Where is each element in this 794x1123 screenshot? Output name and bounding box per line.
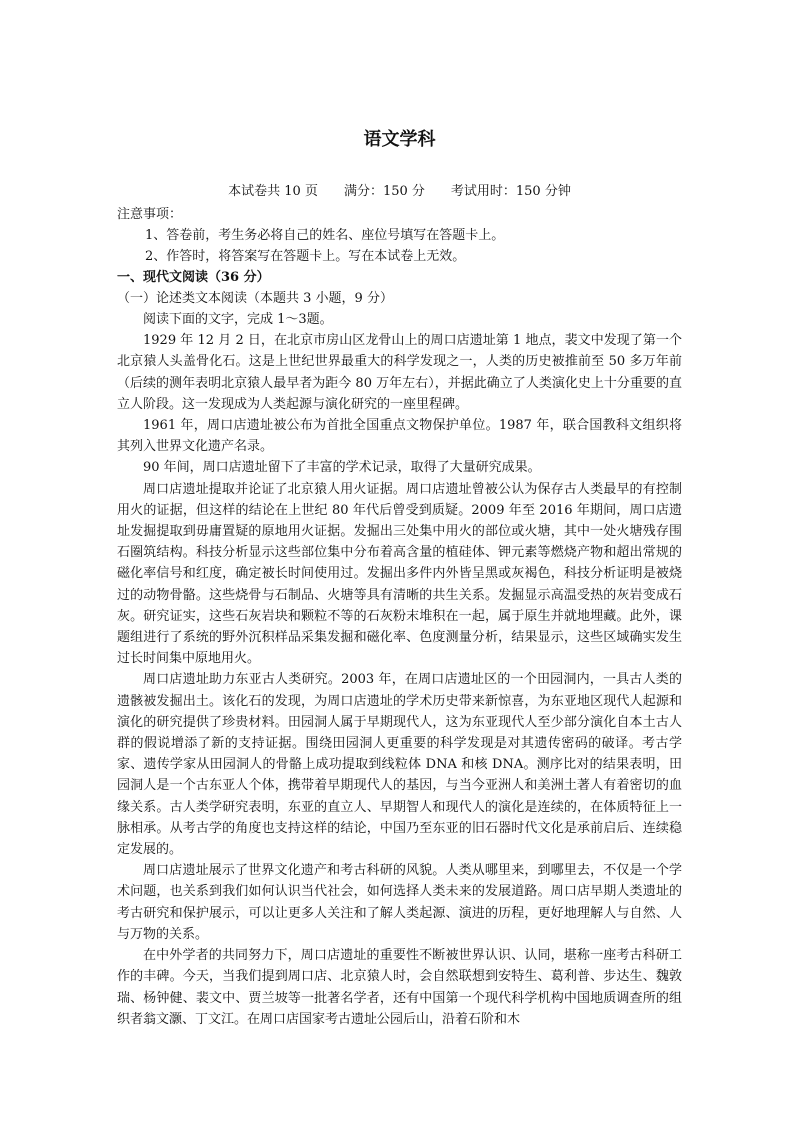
notice-item-2: 2、作答时，将答案写在答题卡上。写在本试卷上无效。 xyxy=(145,249,466,264)
exam-info: 本试卷共 10 页 满分：150 分 考试用时：150 分钟 xyxy=(228,184,571,199)
reading-instruction: 阅读下面的文字，完成 1～3题。 xyxy=(143,312,333,327)
paragraph-4: 周口店遗址提取并论证了北京猿人用火证据。周口店遗址曾被公认为保存古人类最早的有控制用火的证据，但这样的结论在上世纪 80 年代后曾受到质疑。2009 年至 2016 年期间，周口店遗址发掘提取到毋庸置疑的原地用火证据。发掘出三处集中用火的部位或火塘，其中一处火塘残存围石圈筑结构。科技分析显示这些部位集中分布着高含量的植硅体、钾元素等燃烧产物和超出常规的磁化率信号和红度，确定被长时间使用过。发掘出多件内外皆呈黑或灰褐色，科技分析证明是被烧过的动物骨骼。这些烧骨与石制品、火塘等具有清晰的共生关系。发掘显示高温受热的灰岩变成石灰。研究证实，这些石灰岩块和颗粒不等的石灰粉末堆积在一起，属于原生并就地埋藏。此外，课题组进行了系统的野外沉积样品采集发掘和磁化率、色度测量分析，结果显示，这些区域确实发生过长时间集中原地用火。 xyxy=(117,481,682,667)
paragraph-6: 周口店遗址展示了世界文化遗产和考古科研的风貌。人类从哪里来，到哪里去，不仅是一个学术问题，也关系到我们如何认识当代社会，如何选择人类未来的发展道路。周口店早期人类遗址的考古研究和保护展示，可以让更多人关注和了解人类起源、演进的历程，更好地理解人与自然、人与万物的关系。 xyxy=(117,863,682,942)
notice-heading: 注意事项： xyxy=(117,207,183,222)
paragraph-7: 在中外学者的共同努力下，周口店遗址的重要性不断被世界认识、认同，堪称一座考古科研工作的丰碑。今天，当我们提到周口店、北京猿人时，会自然联想到安特生、葛利普、步达生、魏敦瑞、杨钟健、裴文中、贾兰坡等一批著名学者，还有中国第一个现代科学机构中国地质调查所的组织者翁文灏、丁文江。在周口店国家考古遗址公园后山，沿着石阶和木 xyxy=(117,948,682,1027)
page-title: 语文学科 xyxy=(363,129,436,150)
sub-section-heading: （一）论述类文本阅读（本题共 3 小题，9 分） xyxy=(117,291,393,306)
paragraph-2: 1961 年，周口店遗址被公布为首批全国重点文物保护单位。1987 年，联合国教科文组织将其列入世界文化遗产名录。 xyxy=(117,418,682,455)
section-heading: 一、现代文阅读（36 分） xyxy=(117,270,270,285)
paragraph-3: 90 年间，周口店遗址留下了丰富的学术记录，取得了大量研究成果。 xyxy=(143,460,541,476)
notice-item-1: 1、答卷前，考生务必将自己的姓名、座位号填写在答题卡上。 xyxy=(145,228,505,243)
paragraph-1: 1929 年 12 月 2 日，在北京市房山区龙骨山上的周口店遗址第 1 地点，裴文中发现了第一个北京猿人头盖骨化石。这是上世纪世界最重大的科学发现之一，人类的历史被推前至 50 多万年前（后续的测年表明北京猿人最早者为距今 80 万年左右），并据此确立了人类演化史上十分重要的直立人阶段。这一发现成为人类起源与演化研究的一座里程碑。 xyxy=(117,333,682,412)
paragraph-5: 周口店遗址助力东亚古人类研究。2003 年，在周口店遗址区的一个田园洞内，一具古人类的遗骸被发掘出土。该化石的发现，为周口店遗址的学术历史带来新惊喜，为东亚地区现代人起源和演化的研究提供了珍贵材料。田园洞人属于早期现代人，这为东亚现代人至少部分演化自本土古人群的假说增添了新的支持证据。围绕田园洞人更重要的科学发现是对其遗传密码的破译。考古学家、遗传学家从田园洞人的骨骼上成功提取到线粒体 DNA 和核 DNA。测序比对的结果表明，田园洞人是一个古东亚人个体，携带着早期现代人的基因，与当今亚洲人和美洲土著人有着密切的血缘关系。古人类学研究表明，东亚的直立人、早期智人和现代人的演化是连续的，在体质特征上一脉相承。从考古学的角度也支持这样的结论，中国乃至东亚的旧石器时代文化是承前启后、连续稳定发展的。 xyxy=(117,672,682,858)
exam-page xyxy=(117,128,682,1030)
